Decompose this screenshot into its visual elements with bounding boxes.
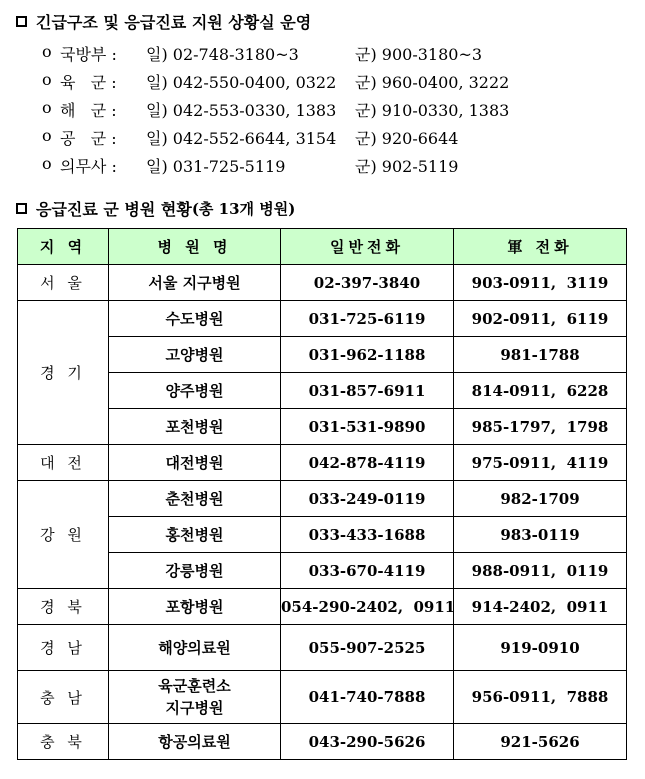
table-row <box>18 373 627 409</box>
table-row <box>18 553 627 589</box>
contact-mil-phone: 군) 902-5119 <box>355 157 459 176</box>
contact-mil-phone: 군) 910-0330, 1383 <box>355 101 510 120</box>
section-subtitle: (총 13개 병원) <box>191 200 296 218</box>
hospital-name-cell <box>109 265 281 301</box>
phone-cell: 041-740-7888 <box>281 671 454 724</box>
phone-cell: 033-433-1688 <box>281 517 454 553</box>
hospital-name: 강릉병원 <box>165 561 224 580</box>
table-row <box>18 445 627 481</box>
contact-civil-phone: 일) 02-748-3180~3 <box>146 45 299 64</box>
table-row <box>18 517 627 553</box>
mil-phone-cell: 981-1788 <box>454 337 627 373</box>
contact-bullet: o <box>42 42 52 61</box>
hospital-name-cell <box>109 517 281 553</box>
mil-phone-cell: 903-0911, 3119 <box>454 265 627 301</box>
hospital-name: 포천병원 <box>165 417 224 436</box>
region-cell: 대 전 <box>18 445 109 481</box>
table-row <box>18 265 627 301</box>
hospital-name-cell <box>109 553 281 589</box>
phone-cell: 031-725-6119 <box>281 301 454 337</box>
hospital-name: 서울 지구병원 <box>148 273 241 292</box>
mil-phone-cell: 975-0911, 4119 <box>454 445 627 481</box>
phone-cell: 055-907-2525 <box>281 625 454 671</box>
contact-bullet: o <box>42 154 52 173</box>
table-row <box>18 724 627 760</box>
contact-civil-phone: 일) 042-553-0330, 1383 <box>146 101 337 120</box>
contact-civil-phone: 일) 031-725-5119 <box>146 157 286 176</box>
region-cell: 서 울 <box>18 265 109 301</box>
mil-phone-cell: 988-0911, 0119 <box>454 553 627 589</box>
contact-mil-phone: 군) 920-6644 <box>355 129 459 148</box>
table-row <box>18 301 627 337</box>
mil-phone-cell: 921-5626 <box>454 724 627 760</box>
header-hospital: 병 원 명 <box>109 229 281 265</box>
phone-cell: 02-397-3840 <box>281 265 454 301</box>
hospital-name-cell <box>109 724 281 760</box>
table-row <box>18 589 627 625</box>
hospital-name-cell <box>109 625 281 671</box>
mil-phone-cell: 985-1797, 1798 <box>454 409 627 445</box>
hospital-name: 수도병원 <box>165 309 224 328</box>
header-region: 지 역 <box>18 229 109 265</box>
table-row <box>18 625 627 671</box>
contact-label: 공 군 : <box>60 129 117 148</box>
section-title-text: 긴급구조 및 응급진료 지원 상황실 운영 <box>36 13 312 32</box>
region-cell: 경 남 <box>18 625 109 671</box>
hospital-name-cell <box>109 373 281 409</box>
hospital-name: 대전병원 <box>165 453 224 472</box>
hospital-table <box>17 228 627 760</box>
header-phone: 일반전화 <box>281 229 454 265</box>
hospital-name-cell <box>109 671 281 724</box>
contact-label: 해 군 : <box>60 101 117 120</box>
contact-label: 국방부 : <box>60 45 117 64</box>
hospital-name: 항공의료원 <box>158 732 231 751</box>
table-row <box>18 481 627 517</box>
contact-bullet: o <box>42 126 52 145</box>
hospital-name-cell <box>109 409 281 445</box>
header-mil-phone: 軍 전화 <box>454 229 627 265</box>
contact-label: 육 군 : <box>60 73 117 92</box>
phone-cell: 031-857-6911 <box>281 373 454 409</box>
hospital-name: 해양의료원 <box>158 638 231 657</box>
phone-cell: 031-962-1188 <box>281 337 454 373</box>
mil-phone-cell: 982-1709 <box>454 481 627 517</box>
contact-bullet: o <box>42 70 52 89</box>
hospital-name: 지구병원 <box>165 699 224 717</box>
hospital-name: 육군훈련소 <box>158 677 231 695</box>
region-cell: 경 북 <box>18 589 109 625</box>
mil-phone-cell: 983-0119 <box>454 517 627 553</box>
hospital-name-cell <box>109 301 281 337</box>
region-cell: 충 북 <box>18 724 109 760</box>
checkbox-bullet-icon <box>16 203 27 214</box>
hospital-name-cell <box>109 481 281 517</box>
region-cell: 충 남 <box>18 671 109 724</box>
checkbox-bullet-icon <box>16 16 27 27</box>
mil-phone-cell: 902-0911, 6119 <box>454 301 627 337</box>
phone-cell: 031-531-9890 <box>281 409 454 445</box>
phone-cell: 054-290-2402, 0911 <box>281 589 454 625</box>
region-cell: 강 원 <box>18 481 109 589</box>
table-header-row <box>18 229 627 265</box>
contact-label: 의무사 : <box>60 157 117 176</box>
contact-civil-phone: 일) 042-550-0400, 0322 <box>146 73 337 92</box>
hospital-name: 춘천병원 <box>165 489 224 508</box>
hospital-name: 포항병원 <box>165 597 224 616</box>
table-row <box>18 337 627 373</box>
table-row <box>18 409 627 445</box>
mil-phone-cell: 919-0910 <box>454 625 627 671</box>
phone-cell: 033-249-0119 <box>281 481 454 517</box>
section-title-text: 응급진료 군 병원 현황 <box>36 200 192 219</box>
phone-cell: 043-290-5626 <box>281 724 454 760</box>
hospital-name-cell <box>109 589 281 625</box>
hospital-name-cell <box>109 445 281 481</box>
phone-cell: 033-670-4119 <box>281 553 454 589</box>
hospital-name: 홍천병원 <box>165 525 224 544</box>
mil-phone-cell: 956-0911, 7888 <box>454 671 627 724</box>
table-row <box>18 671 627 724</box>
phone-cell: 042-878-4119 <box>281 445 454 481</box>
mil-phone-cell: 814-0911, 6228 <box>454 373 627 409</box>
contact-civil-phone: 일) 042-552-6644, 3154 <box>146 129 337 148</box>
hospital-name: 양주병원 <box>165 381 224 400</box>
hospital-name: 고양병원 <box>165 345 224 364</box>
region-cell: 경 기 <box>18 301 109 445</box>
hospital-name-cell <box>109 337 281 373</box>
contact-bullet: o <box>42 98 52 117</box>
section-title-emergency-ops <box>16 10 311 33</box>
section-title-hospitals <box>16 197 295 220</box>
mil-phone-cell: 914-2402, 0911 <box>454 589 627 625</box>
contact-mil-phone: 군) 900-3180~3 <box>355 45 483 64</box>
contact-mil-phone: 군) 960-0400, 3222 <box>355 73 510 92</box>
